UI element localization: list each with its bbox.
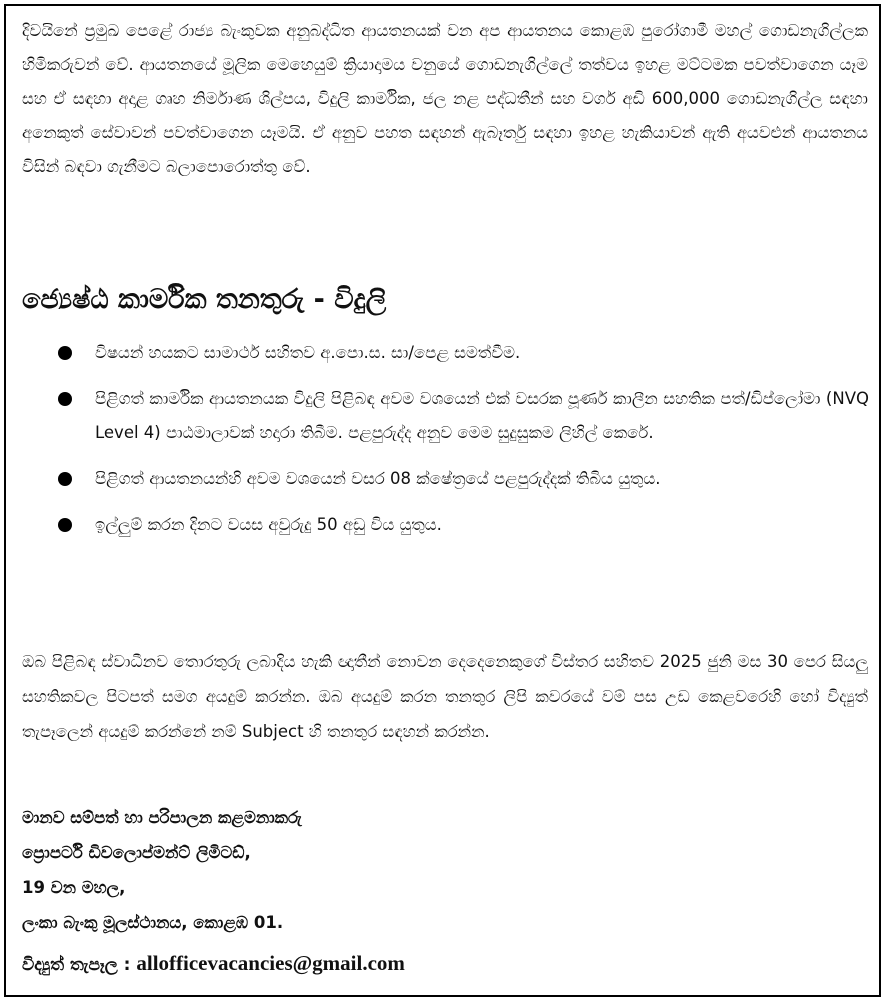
requirement-text: ඉල්ලුම් කරන දිනට වයස අවුරුදු 50 අඩු විය යුතුය. [95,515,442,534]
postal-address [22,800,868,940]
requirement-text: පිළිගත් ආයතනයන්හි අවම වශයෙන් වසර 08 ක්ෂේත්‍රයේ පළපුරුද්දක් තිබිය යුතුය. [95,469,661,488]
email-label: විද්‍යුත් තැපෑල : [22,955,131,975]
address-line-floor: 19 වන මහල, [22,878,126,897]
intro-paragraph: දිවයිනේ ප්‍රමුඛ පෙළේ රාජ්‍ය බැංකුවක අනුබද්ධිත ආයතනයක් වන අප ආයතනය කොළඹ පුරෝගාමී මහල් ගොඩනැගිල්ලක හිමිකරුවන් වේ. ආයතනයේ මූලික මෙහෙයුම් ක්‍රියාදාමය වනුයේ ගොඩනැගිල්ලේ තත්වය ඉහළ මට්ටමක පවත්වාගෙන යෑම සහ ඒ සඳහා අදාළ ගෘහ නිර්මාණ ශිල්පය, විදුලි කාර්මික, ජල නළ පද්ධතීන් සහ වර්ග අඩි 600,000 ගොඩනැගිල්ල සඳහා අනෙකුත් සේවාවන් පවත්වාගෙන යෑමයි. ඒ අනුව පහත සඳහන් ඇබෑර්තු සඳහා ඉහළ හැකියාවන් ඇති අයවළුන් ආයතනය විසින් බඳවා ගැනීමට බලාපොරොත්තු වේ. [22,21,868,176]
job-title: ජ්‍යෙෂ්ඨ කාර්මික තනතුරු - විදුලි [22,284,387,315]
requirement-item [0,382,869,450]
address-line-building: ලංකා බැංකු මූලස්ථානය, කොළඹ 01. [22,913,284,932]
bullet-icon [58,472,72,486]
bullet-icon [58,518,72,532]
requirement-text: පිළිගත් කාර්මික ආයතනයක විදුලි පිළිබඳ අවම වශයෙන් එක් වසරක පූර්ණ කාලීන සහතික පත්/ඩිප්ලෝමා (NVQ Level 4) පාඨමාලාවක් හදාරා තිබීම. පළපුරුද්ද අනුව මෙම සුදුසුකම ලිහිල් කෙරේ. [95,389,869,442]
requirement-item [0,462,869,496]
bullet-icon [58,392,72,406]
requirement-text: විෂයන් හයකට සාමාර්ථ සහිතව අ.පො.ස. සා/පෙළ සමත්වීම. [95,343,521,362]
requirement-item [0,508,869,542]
email-contact [22,946,868,982]
email-address-link[interactable]: allofficevacancies@gmail.com [136,951,405,975]
requirement-item [0,336,869,370]
address-line-company: ප්‍රොපර්ටි ඩිවලොප්මන්ට් ලිමිටඩ්, [22,843,251,862]
application-instructions: ඔබ පිළිබඳ ස්වාධීනව තොරතුරු ලබාදිය හැකි ඥාතීන් නොවන දෙදෙනෙකුගේ විස්තර සහිතව 2025 ජුනි මස 30 පෙර සියලු සහතිකවල පිටපත් සමග අයදුම් කරන්න. ඔබ අයදුම් කරන තනතුර ලිපි කවරයේ වම් පස උඩ කෙළවරෙහි හෝ විද්‍යුත් තැපෑලෙන් අයදුම් කරන්නේ නම් Subject හි තනතුර සඳහන් කරන්න. [22,652,868,741]
address-line-designation: මානව සම්පත් හා පරිපාලන කළමනාකරු [22,808,302,827]
requirements-list [0,336,887,554]
bullet-icon [58,346,72,360]
